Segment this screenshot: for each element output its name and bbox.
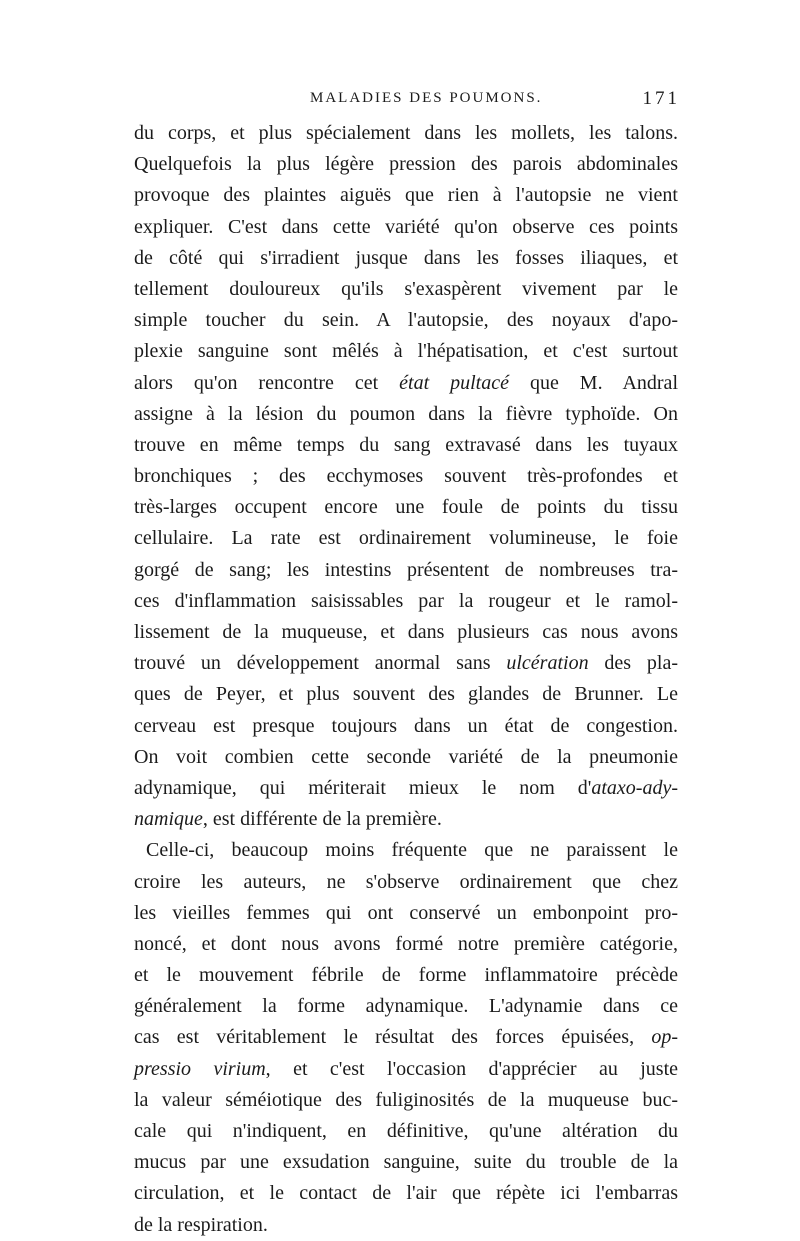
- text-line: [134, 773, 678, 804]
- text-segment: gorgé de sang; les intestins présentent de nombreuses tra-: [134, 558, 678, 581]
- text-segment: trouvé un développement anormal sans: [134, 652, 507, 675]
- text-segment: alors qu'on rencontre cet: [134, 371, 400, 394]
- text-line: [134, 1116, 678, 1147]
- text-line: [134, 804, 678, 835]
- text-line: [134, 492, 678, 523]
- text-segment: cerveau est presque toujours dans un état de congestion.: [134, 714, 678, 737]
- text-line: [134, 274, 678, 305]
- text-line: [134, 1085, 678, 1116]
- text-line: [134, 461, 678, 492]
- text-line: [134, 679, 678, 710]
- text-segment: On voit combien cette seconde variété de la pneumonie: [134, 745, 678, 768]
- text-segment: Celle-ci, beaucoup moins fréquente que ne paraissent le: [146, 839, 678, 862]
- text-segment: de côté qui s'irradient jusque dans les fosses iliaques, et: [134, 246, 678, 269]
- text-segment: simple toucher du sein. A l'autopsie, des noyaux d'apo-: [134, 309, 678, 332]
- text-line: [134, 555, 678, 586]
- body-text: [134, 118, 678, 1241]
- text-segment: ques de Peyer, et plus souvent des glandes de Brunner. Le: [134, 683, 678, 706]
- text-line: [134, 742, 678, 773]
- text-line: [134, 835, 678, 866]
- text-line: [134, 305, 678, 336]
- italic-text: op-: [651, 1026, 678, 1049]
- text-line: [134, 898, 678, 929]
- text-segment: cale qui n'indiquent, en définitive, qu'une altération du: [134, 1120, 678, 1142]
- text-line: [134, 430, 678, 461]
- text-line: [134, 586, 678, 617]
- text-line: [134, 867, 678, 898]
- text-segment: les vieilles femmes qui ont conservé un embonpoint pro-: [134, 901, 678, 924]
- text-segment: , et c'est l'occasion d'apprécier au juste: [265, 1057, 678, 1080]
- text-segment: expliquer. C'est dans cette variété qu'on observe ces points: [134, 215, 678, 238]
- text-segment: adynamique, qui mériterait mieux le nom d': [134, 776, 592, 799]
- text-segment: très-larges occupent encore une foule de points du tissu: [134, 496, 678, 519]
- text-segment: du corps, et plus spécialement dans les mollets, les talons.: [134, 122, 678, 144]
- text-line: [134, 368, 678, 399]
- text-segment: la valeur séméiotique des fuliginosités de la muqueuse buc-: [134, 1088, 678, 1111]
- text-line: [134, 118, 678, 149]
- text-line: [134, 617, 678, 648]
- text-segment: circulation, et le contact de l'air que répète ici l'embarras: [134, 1182, 678, 1205]
- text-segment: mucus par une exsudation sanguine, suite du trouble de la: [134, 1151, 678, 1174]
- text-line: [134, 149, 678, 180]
- italic-text: namique: [134, 808, 203, 831]
- text-segment: assigne à la lésion du poumon dans la fièvre typhoïde. On: [134, 402, 678, 425]
- italic-text: ataxo-ady-: [591, 776, 678, 799]
- text-line: [134, 336, 678, 367]
- text-segment: trouve en même temps du sang extravasé dans les tuyaux: [134, 433, 678, 456]
- text-segment: tellement douloureux qu'ils s'exaspèrent vivement par le: [134, 277, 678, 300]
- italic-text: état pultacé: [399, 371, 509, 394]
- text-segment: généralement la forme adynamique. L'adynamie dans ce: [134, 995, 678, 1018]
- text-segment: cellulaire. La rate est ordinairement volumineuse, le foie: [134, 527, 678, 550]
- text-line: [134, 929, 678, 960]
- text-segment: provoque des plaintes aiguës que rien à l'autopsie ne vient: [134, 184, 678, 207]
- text-line: [134, 1054, 678, 1085]
- text-line: [134, 180, 678, 211]
- text-line: [134, 960, 678, 991]
- text-line: [134, 243, 678, 274]
- text-segment: lissement de la muqueuse, et dans plusieurs cas nous avons: [134, 621, 678, 643]
- text-segment: plexie sanguine sont mêlés à l'hépatisation, et c'est surtout: [134, 340, 678, 363]
- text-segment: et le mouvement fébrile de forme inflammatoire précède: [134, 964, 678, 987]
- text-segment: des pla-: [588, 652, 678, 675]
- text-segment: bronchiques ; des ecchymoses souvent très-profondes et: [134, 465, 678, 488]
- text-segment: que M. Andral: [509, 371, 678, 394]
- text-segment: , est différente de la première.: [202, 808, 442, 831]
- italic-text: ulcération: [506, 652, 589, 675]
- running-head: [140, 90, 680, 116]
- text-line: [134, 648, 678, 679]
- text-line: [134, 399, 678, 430]
- text-line: [134, 1210, 678, 1241]
- text-line: [134, 711, 678, 742]
- running-title: MALADIES DES POUMONS.: [310, 90, 543, 106]
- text-segment: Quelquefois la plus légère pression des parois abdominales: [134, 153, 678, 176]
- page-number: 171: [642, 88, 680, 109]
- text-line: [134, 523, 678, 554]
- italic-text: pressio virium: [134, 1057, 266, 1080]
- text-line: [134, 991, 678, 1022]
- text-line: [134, 212, 678, 243]
- text-line: [134, 1147, 678, 1178]
- text-line: [134, 1022, 678, 1053]
- text-segment: de la respiration.: [134, 1213, 268, 1236]
- text-segment: ces d'inflammation saisissables par la rougeur et le ramol-: [134, 589, 678, 612]
- text-segment: cas est véritablement le résultat des forces épuisées,: [134, 1026, 652, 1049]
- text-line: [134, 1178, 678, 1209]
- text-segment: croire les auteurs, ne s'observe ordinairement que chez: [134, 870, 678, 893]
- text-segment: noncé, et dont nous avons formé notre première catégorie,: [134, 932, 678, 955]
